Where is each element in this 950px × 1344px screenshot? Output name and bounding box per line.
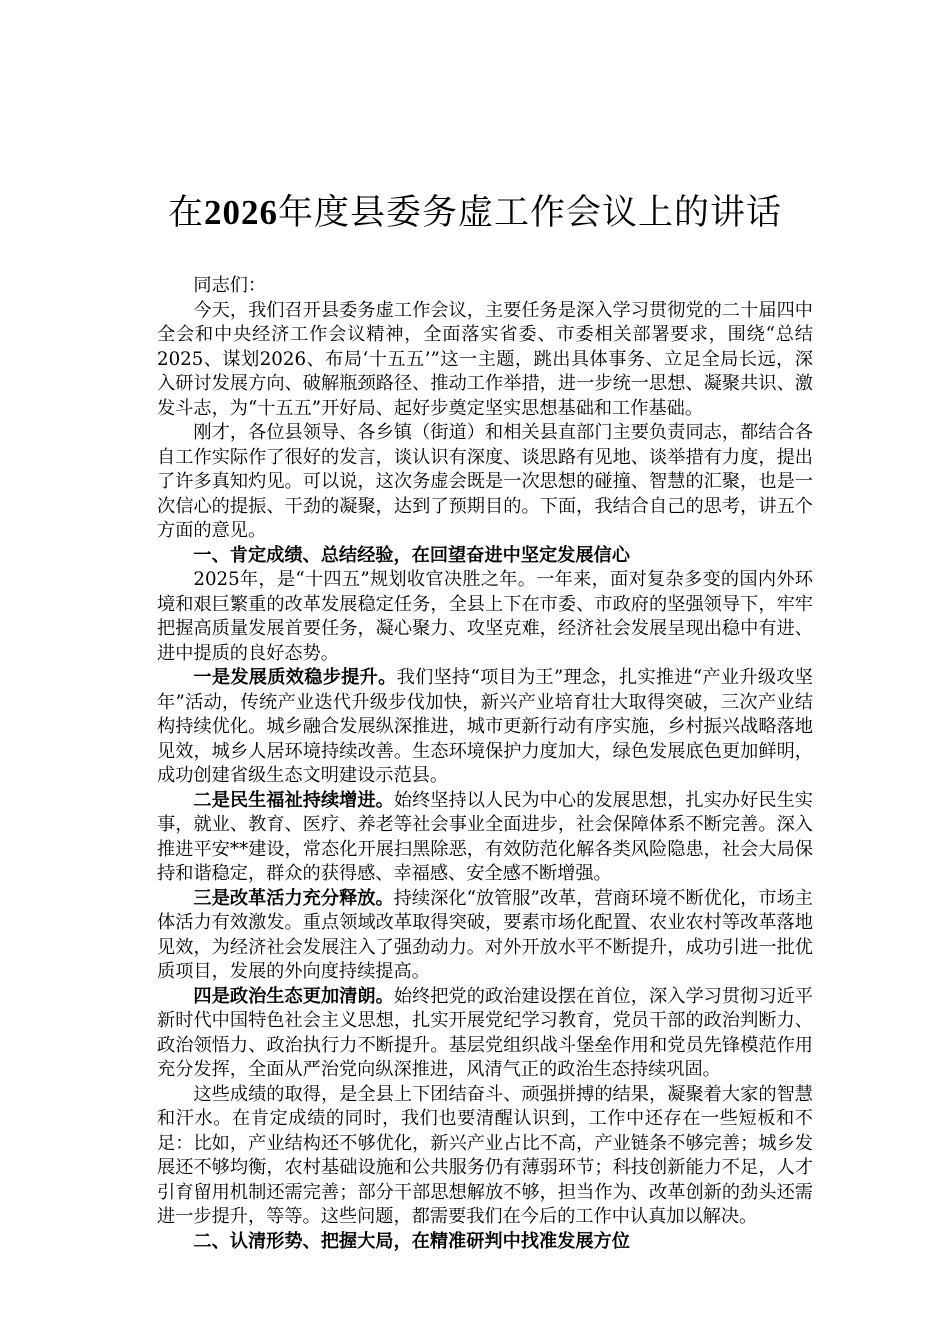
point-paragraph (157, 887, 813, 985)
point-text: 始终把党的政治建设摆在首位，深入学习贯彻习近平新时代中国特色社会主义思想，扎实开展党纪学习教育，党员干部的政治判断力、政治领悟力、政治执行力不断提升。基层党组织战斗堡垒作用和党员先锋模范作用充分发挥，全面从严治党向纵深推进，风清气正的政治生态持续巩固。 (157, 985, 813, 1080)
paragraph-intro: 今天，我们召开县委务虚工作会议，主要任务是深入学习贯彻党的二十届四中全会和中央经济工作会议精神，全面落实省委、市委相关部署要求，围绕“总结2025、谋划2026、布局‘十五五’”这一主题，跳出具体事务、立足全局长远，深入研讨发展方向、破解瓶颈路径、推动工作举措，进一步统一思想、凝聚共识、激发斗志，为“十五五”开好局、起好步奠定坚实思想基础和工作基础。 (157, 299, 813, 419)
point-text: 我们坚持“项目为王”理念，扎实推进“产业升级攻坚年”活动，传统产业迭代升级步伐加快，新兴产业培育壮大取得突破，三次产业结构持续优化。城乡融合发展纵深推进，城市更新行动有序实施，乡村振兴战略落地见效，城乡人居环境持续改善。生态环境保护力度加大，绿色发展底色更加鲜明，成功创建省级生态文明建设示范县。 (157, 667, 813, 786)
point-lead: 二是民生福祉持续增进。 (193, 789, 394, 811)
paragraph-summary: 这些成绩的取得，是全县上下团结奋斗、顽强拼搏的结果，凝聚着大家的智慧和汗水。在肯定成绩的同时，我们也要清醒认识到，工作中还存在一些短板和不足：比如，产业结构还不够优化，新兴产业占比不高，产业链条不够完善；城乡发展还不够均衡，农村基础设施和公共服务仍有薄弱环节；科技创新能力不足，人才引育留用机制还需完善；部分干部思想解放不够，担当作为、改革创新的劲头还需进一步提升，等等。这些问题，都需要我们在今后的工作中认真加以解决。 (157, 1083, 813, 1227)
salutation: 同志们： (193, 275, 267, 296)
title-suffix: 年度县委务虚工作会议上的讲话 (278, 193, 783, 234)
point-text: 持续深化“放管服”改革，营商环境不断优化，市场主体活力有效激发。重点领域改革取得突破，要素市场化配置、农业农村等改革落地见效，为经济社会发展注入了强劲动力。对外开放水平不断提升，成功引进一批优质项目，发展的外向度持续提高。 (157, 887, 813, 982)
title-year: 2026 (204, 193, 278, 233)
section-heading-2: 二、认清形势、把握大局，在精准研判中找准发展方位 (193, 1230, 630, 1252)
point-lead: 一是发展质效稳步提升。 (193, 667, 397, 688)
paragraph-speeches: 刚才，各位县领导、各乡镇（街道）和相关县直部门主要负责同志，都结合各自工作实际作了很好的发言，谈认识有深度、谈思路有见地、谈举措有力度，提出了许多真知灼见。可以说，这次务虚会既是一次思想的碰撞、智慧的汇聚，也是一次信心的提振、干劲的凝聚，达到了预期目的。下面，我结合自己的思考，讲五个方面的意见。 (157, 422, 813, 541)
point-paragraph (157, 985, 813, 1083)
point-lead: 四是政治生态更加清朗。 (193, 985, 394, 1007)
point-paragraph (157, 666, 813, 789)
point-text: 始终坚持以人民为中心的发展思想，扎实办好民生实事，就业、教育、医疗、养老等社会事业全面进步，社会保障体系不断完善。深入推进平安**建设，常态化开展扫黑除恶，有效防范化解各类风险隐患，社会大局保持和谐稳定，群众的获得感、幸福感、安全感不断增强。 (157, 789, 813, 884)
paragraph-2025: 2025年，是“十四五”规划收官决胜之年。一年来，面对复杂多变的国内外环境和艰巨繁重的改革发展稳定任务，全县上下在市委、市政府的坚强领导下，牢牢把握高质量发展首要任务，凝心聚力、攻坚克难，经济社会发展呈现出稳中有进、进中提质的良好态势。 (157, 569, 813, 664)
document-body (157, 274, 813, 1254)
section-heading-1: 一、肯定成绩、总结经验，在回望奋进中坚定发展信心 (193, 544, 630, 566)
title-prefix: 在 (167, 193, 204, 234)
point-paragraph (157, 789, 813, 887)
point-lead: 三是改革活力充分释放。 (193, 887, 394, 909)
document-title (0, 188, 950, 238)
